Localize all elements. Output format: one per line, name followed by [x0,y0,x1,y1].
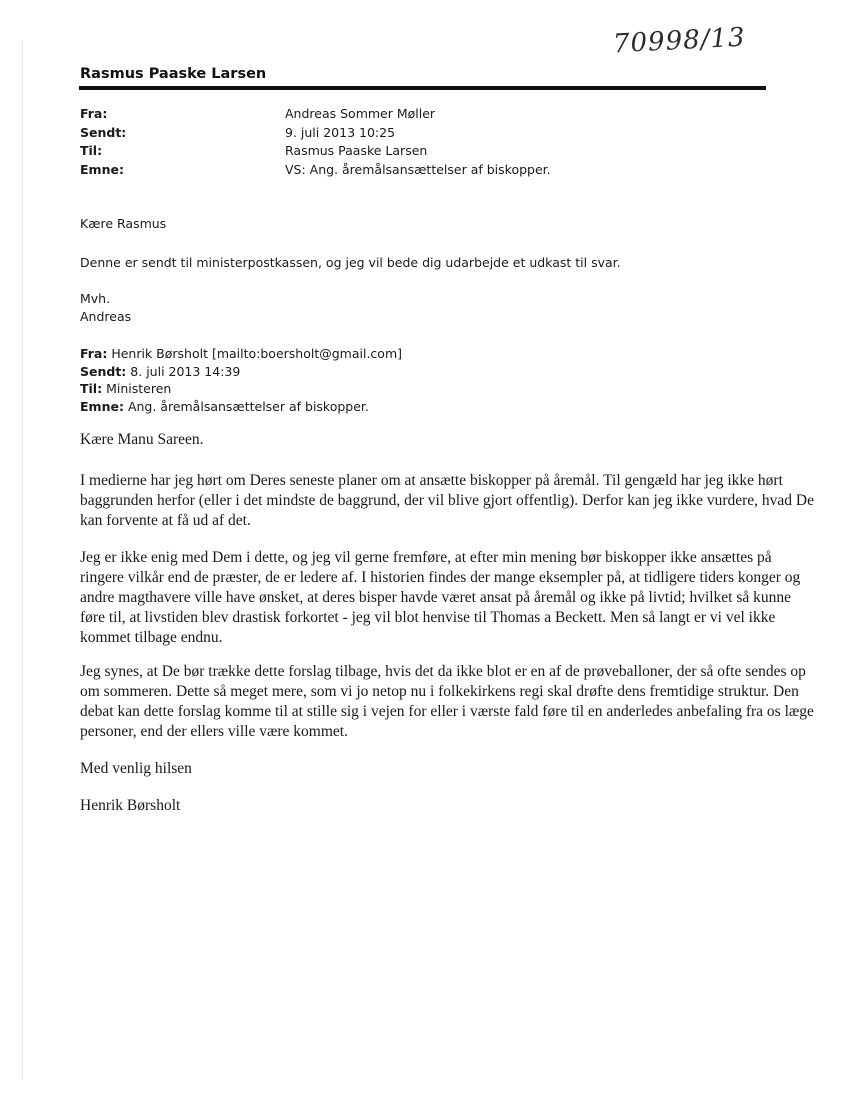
fwd-to-row [80,380,770,398]
header-sent-row [80,124,770,143]
subject-value: VS: Ang. åremålsansættelser af biskopper. [285,161,551,177]
fwd-from-label: Fra: [80,346,108,361]
fwd-sent-label: Sendt: [80,363,127,379]
body-line: Denne er sendt til ministerpostkassen, og jeg vil bede dig udarbejde et udkast til svar. [80,255,621,270]
sent-value: 9. juli 2013 10:25 [285,124,396,140]
subject-label: Emne: [80,161,124,177]
to-label: Til: [80,143,103,158]
letter-paragraph-3: Jeg synes, at De bør trække dette forslag tilbage, hvis det da ikke blot er en af de prøveballoner, der så ofte sendes op om sommeren. Dette så meget mere, som vi jo netop nu i folkekirkens regi skal drøfte dens fremtidige struktur. Den debat kan dette forslag komme til at stille sig i vejen for eller i værste fald føre til en anderledes anbefaling fra os læge personer, end der ellers ville være kommet. [80,663,814,740]
header-divider [79,86,766,90]
fwd-sent-row [80,363,770,381]
from-label: Fra: [80,106,108,121]
letter-greeting: Kære Manu Sareen. [80,431,204,448]
email-header [80,105,770,179]
letter-paragraph-1: I medierne har jeg hørt om Deres seneste planer om at ansætte biskopper på åremål. Til gengæld har jeg ikke hørt baggrunden herfor (eller i det mindste de baggrund, der vil blive gjort offentlig). Derfor kan jeg ikke vurdere, hvad De kan forvente at få ud af det. [80,472,814,529]
fwd-to-label: Til: [80,381,103,396]
body-signature: Andreas [80,309,132,324]
fwd-from-row [80,345,770,363]
letter-signature: Henrik Børsholt [80,797,181,814]
forwarded-header [80,345,770,415]
body-greeting: Kære Rasmus [80,216,167,231]
header-subject-row [80,161,770,180]
header-from-row [80,105,770,124]
fwd-from-value: Henrik Børsholt [mailto:boersholt@gmail.com] [111,346,403,361]
from-value: Andreas Sommer Møller [285,106,436,121]
fwd-subject-row [80,398,770,416]
letter-closing: Med venlig hilsen [80,760,192,777]
sent-label: Sendt: [80,124,127,140]
fwd-to-value: Ministeren [106,381,172,396]
mailbox-owner-name: Rasmus Paaske Larsen [80,66,267,82]
header-to-row [80,142,770,161]
fwd-subject-label: Emne: [80,398,124,414]
body-closing: Mvh. [80,291,111,306]
handwritten-case-number: 70998/13 [612,22,747,60]
fwd-subject-value: Ang. åremålsansættelser af biskopper. [127,398,369,414]
to-value: Rasmus Paaske Larsen [285,143,428,158]
fwd-sent-value: 8. juli 2013 14:39 [130,363,241,379]
letter-paragraph-2: Jeg er ikke enig med Dem i dette, og jeg vil gerne fremføre, at efter min mening bør biskopper ikke ansættes på ringere vilkår end de præster, de er ledere af. I historien findes der mange eksempler på, at tidligere tiders konger og andre magthavere ville have ønsket, at deres bisper havde været ansat på åremål og ikke på livtid; hvilket så kunne føre til, at livstiden blev drastisk forkortet - jeg vil blot henvise til Thomas a Beckett. Men så langt er vi vel ikke kommet tilbage endnu. [80,549,801,646]
scan-edge-line [22,40,23,1080]
